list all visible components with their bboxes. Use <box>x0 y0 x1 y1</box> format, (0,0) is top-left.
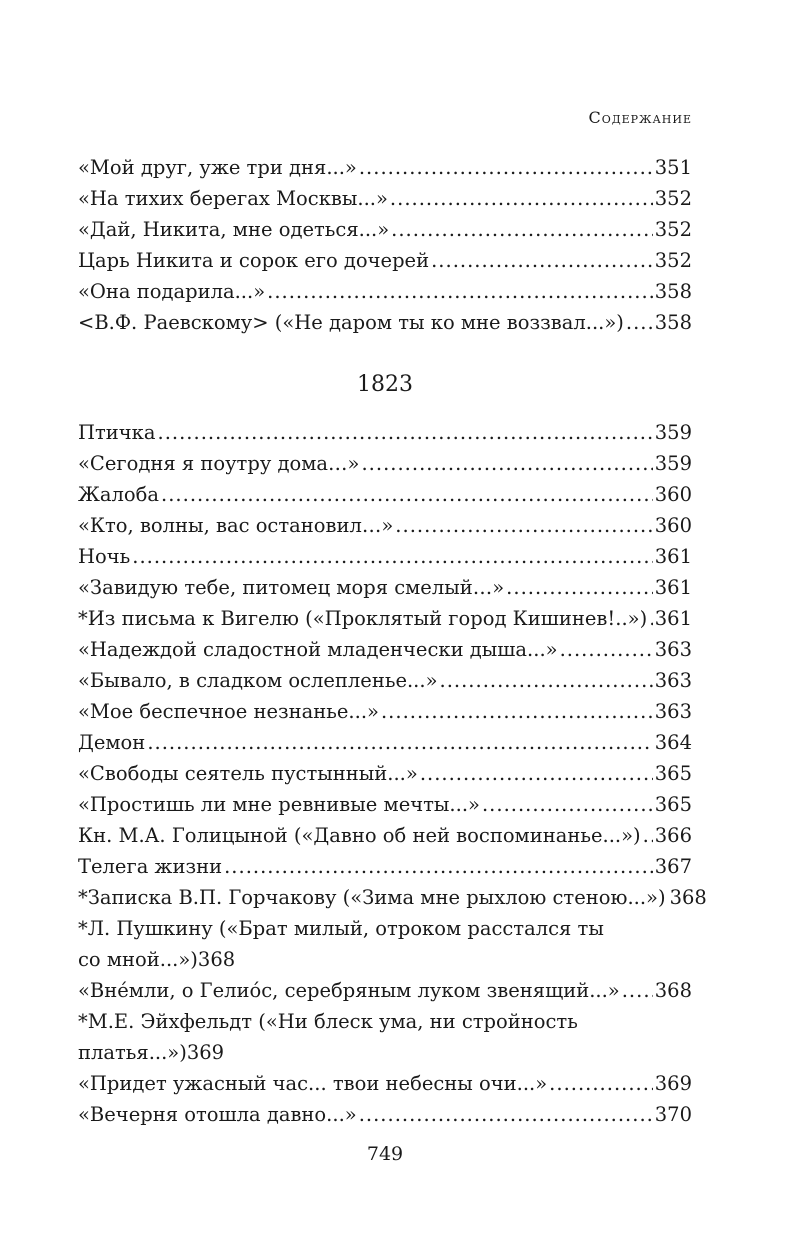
toc-title: «На тихих берегах Москвы...» <box>78 187 388 210</box>
toc-entry <box>78 1068 692 1099</box>
toc-page-number: 361 <box>654 545 692 568</box>
toc-page-number: 352 <box>654 218 692 241</box>
dot-leader <box>626 307 653 338</box>
toc-title: «Мой друг, уже три дня...» <box>78 156 357 179</box>
toc-page-number: 358 <box>654 280 692 303</box>
toc-title: «Придет ужасный час... твои небесны очи...» <box>78 1072 548 1095</box>
dot-leader <box>224 851 653 882</box>
toc-title: Жалоба <box>78 483 160 506</box>
toc-entry <box>78 665 692 696</box>
dot-leader <box>395 510 652 541</box>
toc-page-number: 359 <box>654 421 692 444</box>
toc-section-b <box>78 417 707 1130</box>
toc-page-number: 370 <box>654 1103 692 1126</box>
book-page <box>78 0 707 1258</box>
toc-entry <box>78 510 692 541</box>
toc-page-number: 365 <box>654 793 692 816</box>
dot-leader <box>506 572 653 603</box>
toc-page-number: 363 <box>654 700 692 723</box>
toc-entry <box>78 634 692 665</box>
toc-title: «Бывало, в сладком ослепленье...» <box>78 669 438 692</box>
toc-entry <box>78 541 692 572</box>
toc-entry <box>78 245 692 276</box>
dot-leader <box>391 214 653 245</box>
toc-page-number: 361 <box>654 607 692 630</box>
running-head: Содержание <box>588 108 692 127</box>
dot-leader <box>161 479 653 510</box>
toc-page-number: 368 <box>654 979 692 1002</box>
toc-entry <box>78 851 692 882</box>
dot-leader <box>431 245 653 276</box>
toc-page-number: 363 <box>654 638 692 661</box>
toc-line2 <box>78 1037 692 1068</box>
dot-leader <box>359 152 653 183</box>
toc-title: *Из письма к Вигелю («Проклятый город Кишинев!..») <box>78 607 648 630</box>
dot-leader <box>158 417 653 448</box>
dot-leader <box>440 665 653 696</box>
toc-page-number: 358 <box>654 311 692 334</box>
toc-page-number: 360 <box>654 483 692 506</box>
toc-entry <box>78 214 692 245</box>
toc-title: «Простишь ли мне ревнивые мечты...» <box>78 793 480 816</box>
toc-title: Демон <box>78 731 146 754</box>
toc-title: «Кто, волны, вас остановил…» <box>78 514 394 537</box>
toc-title: Птичка <box>78 421 156 444</box>
dot-leader <box>420 758 653 789</box>
toc-title: «Вне́мли, о Гелио́с, серебряным луком звенящий...» <box>78 979 620 1002</box>
toc-title-line2: со мной...») <box>78 948 198 971</box>
dot-leader <box>643 820 653 851</box>
page-number-folio: 749 <box>366 1143 404 1165</box>
dot-leader <box>390 183 653 214</box>
toc-entry-multiline <box>78 913 692 975</box>
toc-title: <В.Ф. Раевскому> («Не даром ты ко мне воззвал...») <box>78 311 624 334</box>
dot-leader <box>132 541 653 572</box>
toc-entry <box>78 882 707 913</box>
toc-page-number: 369 <box>186 1041 225 1064</box>
dot-leader <box>381 696 653 727</box>
toc-title: «Завидую тебе, питомец моря смелый…» <box>78 576 505 599</box>
dot-leader <box>147 727 652 758</box>
toc-entry <box>78 975 692 1006</box>
toc-title: Ночь <box>78 545 131 568</box>
section-year-heading: 1823 <box>357 372 413 397</box>
toc-entry <box>78 276 692 307</box>
toc-entry <box>78 789 692 820</box>
toc-page-number: 351 <box>654 156 692 179</box>
toc-title: *Записка В.П. Горчакову («Зима мне рыхлою стеною...») <box>78 886 666 909</box>
toc-title: «Свободы сеятель пустынный...» <box>78 762 418 785</box>
toc-title: «Мое беспечное незнанье...» <box>78 700 379 723</box>
dot-leader <box>482 789 653 820</box>
toc-page-number: 368 <box>197 948 236 971</box>
toc-title-line1: *М.Е. Эйхфельдт («Ни блеск ума, ни стройность <box>78 1010 578 1033</box>
dot-leader <box>549 1068 653 1099</box>
toc-entry <box>78 572 692 603</box>
toc-page-number: 368 <box>669 886 707 909</box>
dot-leader <box>267 276 653 307</box>
toc-title-line1: *Л. Пушкину («Брат милый, отроком расстался ты <box>78 917 604 940</box>
toc-entry <box>78 183 692 214</box>
toc-title: «Сегодня я поутру дома…» <box>78 452 360 475</box>
toc-title: Телега жизни <box>78 855 223 878</box>
dot-leader <box>622 975 653 1006</box>
dot-leader <box>361 448 652 479</box>
toc-title: Кн. М.А. Голицыной («Давно об ней воспоминанье...») <box>78 824 641 847</box>
toc-page-number: 363 <box>654 669 692 692</box>
toc-entry <box>78 758 692 789</box>
toc-entry <box>78 1099 692 1130</box>
toc-entry <box>78 727 692 758</box>
toc-entry <box>78 696 692 727</box>
toc-page-number: 360 <box>654 514 692 537</box>
toc-entry <box>78 152 692 183</box>
dot-leader <box>649 603 653 634</box>
toc-title: «Надеждой сладостной младенчески дыша...» <box>78 638 558 661</box>
toc-page-number: 364 <box>654 731 692 754</box>
toc-page-number: 366 <box>654 824 692 847</box>
toc-entry <box>78 307 692 338</box>
toc-page-number: 367 <box>654 855 692 878</box>
toc-page-number: 352 <box>654 249 692 272</box>
toc-entry <box>78 448 692 479</box>
toc-title: «Она подарила...» <box>78 280 266 303</box>
toc-title: «Вечерня отошла давно...» <box>78 1103 357 1126</box>
toc-entry <box>78 820 692 851</box>
toc-entry <box>78 417 692 448</box>
toc-section-a <box>78 152 692 338</box>
toc-title-line2: платья...») <box>78 1041 187 1064</box>
toc-title: Царь Никита и сорок его дочерей <box>78 249 430 272</box>
toc-entry <box>78 479 692 510</box>
toc-page-number: 369 <box>654 1072 692 1095</box>
toc-page-number: 352 <box>654 187 692 210</box>
toc-title: «Дай, Никита, мне одеться...» <box>78 218 390 241</box>
toc-entry-multiline <box>78 1006 692 1068</box>
toc-page-number: 361 <box>654 576 692 599</box>
toc-page-number: 359 <box>654 452 692 475</box>
dot-leader <box>560 634 653 665</box>
toc-page-number: 365 <box>654 762 692 785</box>
dot-leader <box>359 1099 653 1130</box>
toc-entry <box>78 603 692 634</box>
toc-line2 <box>78 944 692 975</box>
